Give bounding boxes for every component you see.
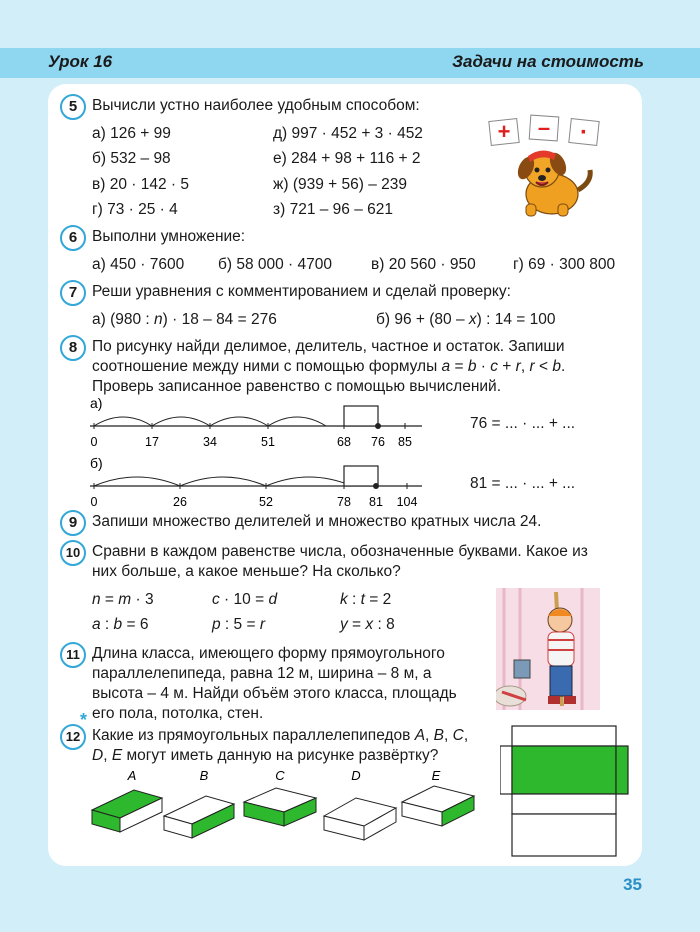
- exercise-5-item: ж) (939 + 56) – 239: [273, 176, 408, 193]
- box-label-b: B: [199, 768, 209, 783]
- exercise-12-line: D, E могут иметь данную на рисунке развёртку?: [92, 747, 439, 764]
- number-line-a-answer: 76 = ... · ... + ...: [470, 415, 576, 432]
- box-e: [402, 786, 474, 826]
- tick-label: 104: [396, 495, 418, 509]
- lesson-title: Урок 16: [48, 52, 113, 71]
- exercise-10-equation: p : 5 = r: [212, 616, 266, 633]
- box-b: [164, 796, 234, 838]
- dog-icon: [515, 150, 591, 216]
- tick-label: 85: [398, 435, 412, 449]
- exercise-11-line: высота – 4 м. Найди объём этого класса, площадь: [92, 685, 457, 702]
- page-number: 35: [623, 875, 642, 894]
- box-label-c: C: [275, 768, 285, 783]
- dot-sign-card: [569, 119, 599, 146]
- tick-label: 78: [337, 495, 351, 509]
- exercise-8-line: По рисунку найди делимое, делитель, частное и остаток. Запиши: [92, 338, 565, 355]
- minus-sign-card: [529, 115, 559, 141]
- box-label-d: D: [351, 768, 361, 783]
- tick-label: 17: [145, 435, 159, 449]
- number-line-a-label: а): [90, 396, 103, 411]
- boy-measuring-illustration: [496, 588, 600, 710]
- exercise-5-item: г) 73 · 25 · 4: [92, 201, 178, 218]
- dot-sign-text: ·: [580, 119, 588, 146]
- box-label-a: A: [127, 768, 137, 783]
- exercise-6-item: г) 69 · 300 800: [513, 256, 616, 273]
- tick-label: 76: [371, 435, 385, 449]
- exercise-5-item: в) 20 · 142 · 5: [92, 176, 189, 193]
- challenge-star-icon: *: [80, 710, 88, 730]
- box-d: [324, 798, 396, 840]
- exercise-6-item: в) 20 560 · 950: [371, 256, 476, 273]
- exercise-10-line: Сравни в каждом равенстве числа, обозначенные буквами. Какое из: [92, 543, 588, 560]
- exercise-5-item: е) 284 + 98 + 116 + 2: [273, 150, 421, 167]
- exercise-5-prompt: Вычисли устно наиболее удобным способом:: [92, 97, 420, 114]
- exercise-8-line: соотношение между ними с помощью формулы a = b · c + r, r < b.: [92, 358, 566, 375]
- tick-label: 52: [259, 495, 273, 509]
- tick-label: 26: [173, 495, 187, 509]
- box-a: [92, 790, 162, 832]
- remainder-box: [344, 406, 378, 426]
- tick-label: 34: [203, 435, 217, 449]
- tick-label: 81: [369, 495, 383, 509]
- exercise-5-number: 5: [60, 94, 86, 120]
- exercise-6-item: б) 58 000 · 4700: [218, 256, 333, 273]
- exercise-8-line: Проверь записанное равенство с помощью вычислений.: [92, 378, 502, 395]
- exercise-11-line: параллелепипеда, равна 12 м, ширина – 8 м, а: [92, 665, 432, 682]
- exercise-10-line: них больше, а какое меньше? На сколько?: [92, 563, 401, 580]
- number-line-b-answer: 81 = ... · ... + ...: [470, 475, 576, 492]
- exercise-5-item: а) 126 + 99: [92, 125, 171, 142]
- header-bar: [0, 48, 700, 78]
- box-net-figure: [500, 724, 630, 858]
- dog-signs-illustration: [486, 112, 606, 224]
- exercise-11-line: Длина класса, имеющего форму прямоугольного: [92, 645, 445, 662]
- parallelepipeds-figure: [86, 768, 476, 848]
- exercise-10-equation: n = m · 3: [92, 591, 154, 608]
- exercise-10-equation: a : b = 6: [92, 616, 149, 633]
- exercise-11-number: 11: [60, 642, 86, 668]
- tick-label: 68: [337, 435, 351, 449]
- exercise-9-number: 9: [60, 510, 86, 536]
- exercise-10-number: 10: [60, 540, 86, 566]
- number-line-b: [86, 456, 436, 512]
- box-c: [244, 788, 316, 826]
- exercise-9-text: Запиши множество делителей и множество кратных числа 24.: [92, 513, 542, 530]
- tick-label: 0: [90, 435, 98, 449]
- exercise-10-equation: c · 10 = d: [212, 591, 278, 608]
- number-line-a: [86, 396, 436, 452]
- exercise-6-item: а) 450 · 7600: [92, 256, 185, 273]
- exercise-7-prompt: Реши уравнения с комментированием и сделай проверку:: [92, 283, 511, 300]
- plus-sign-text: +: [497, 119, 511, 144]
- tick-label: 0: [90, 495, 98, 509]
- remainder-box: [344, 466, 378, 486]
- exercise-10-equation: y = x : 8: [340, 616, 395, 633]
- exercise-8-number: 8: [60, 335, 86, 361]
- minus-sign-text: –: [537, 115, 551, 140]
- exercise-5-item: д) 997 · 452 + 3 · 452: [273, 125, 423, 142]
- exercise-5-item: з) 721 – 96 – 621: [273, 201, 394, 218]
- topic-title: Задачи на стоимость: [452, 52, 644, 71]
- exercise-7-equation-b: б) 96 + (80 – x) : 14 = 100: [376, 311, 556, 328]
- number-line-b-label: б): [90, 456, 103, 471]
- exercise-7-number: 7: [60, 280, 86, 306]
- plus-sign-card: [489, 119, 519, 146]
- exercise-6-number: 6: [60, 225, 86, 251]
- box-label-e: E: [431, 768, 441, 783]
- content-card: [48, 84, 642, 866]
- tick-label: 51: [261, 435, 275, 449]
- exercise-11-line: его пола, потолка, стен.: [92, 705, 264, 722]
- exercise-10-equation: k : t = 2: [340, 591, 392, 608]
- exercise-5-item: б) 532 – 98: [92, 150, 171, 167]
- exercise-12-line: Какие из прямоугольных параллелепипедов A, B, C,: [92, 727, 469, 744]
- exercise-12-number: 12: [60, 724, 86, 750]
- exercise-7-equation-a: а) (980 : n) · 18 – 84 = 276: [92, 311, 277, 328]
- exercise-6-prompt: Выполни умножение:: [92, 228, 246, 245]
